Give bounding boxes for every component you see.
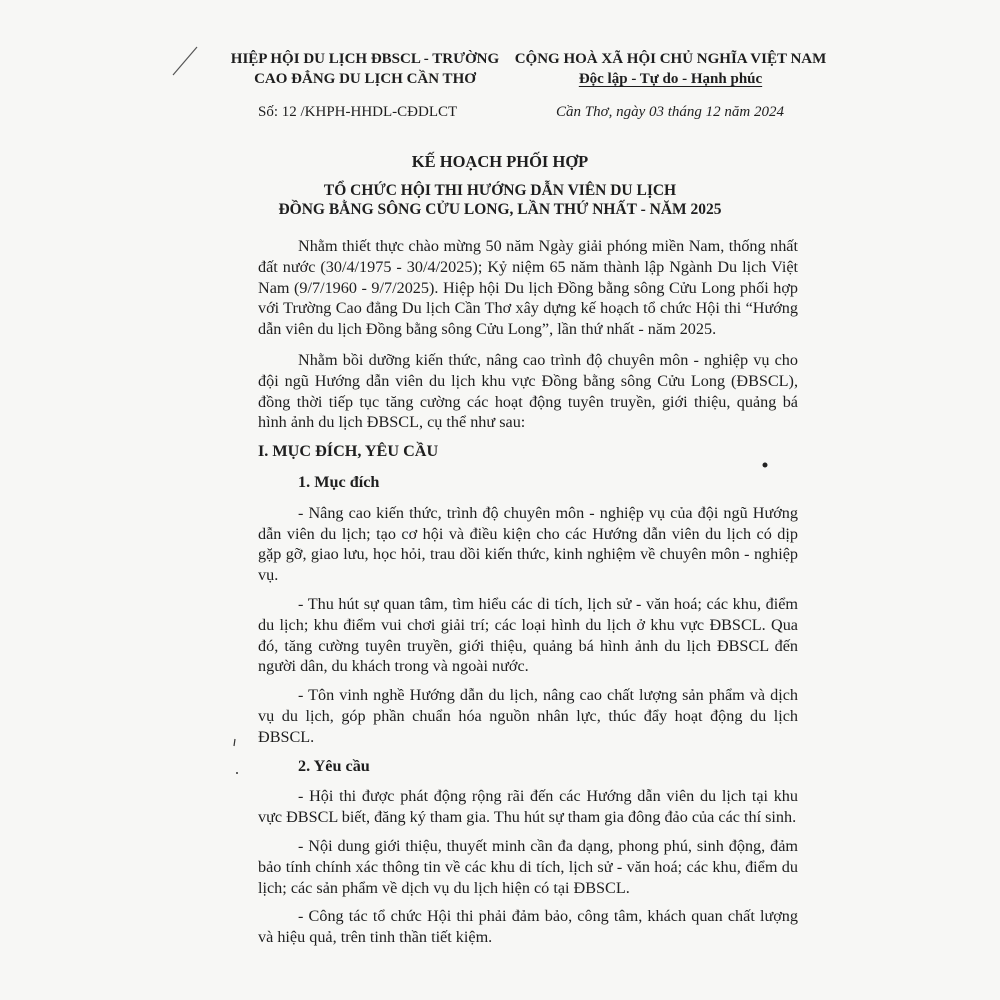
document-subtitle-line1: TỔ CHỨC HỘI THI HƯỚNG DẪN VIÊN DU LỊCH (323, 182, 677, 199)
ink-speck-mark (232, 738, 238, 748)
purpose-item-3: - Tôn vinh nghề Hướng dẫn du lịch, nâng cao chất lượng sản phẩm và dịch vụ du lịch, góp phần chuẩn hóa nguồn nhân lực, thúc đẩy hoạt động du lịch ĐBSCL. (258, 686, 798, 746)
subsection-heading-requirements: 2. Yêu cầu (298, 756, 370, 775)
nation-motto (498, 70, 843, 89)
document-body (258, 236, 798, 956)
org-name-line1: HIỆP HỘI DU LỊCH ĐBSCL - TRƯỜNG (230, 51, 500, 67)
document-header (0, 50, 1000, 125)
intro-paragraph-2: Nhằm bồi dưỡng kiến thức, nâng cao trình độ chuyên môn - nghiệp vụ cho đội ngũ Hướng dẫn viên du lịch khu vực Đồng bằng sông Cửu Long (ĐBSCL), đồng thời tiếp tục tăng cường các hoạt động tuyên truyền, giới thiệu, quảng bá hình ảnh du lịch ĐBSCL, cụ thể như sau: (258, 350, 798, 432)
intro-paragraph-1: Nhằm thiết thực chào mừng 50 năm Ngày giải phóng miền Nam, thống nhất đất nước (30/4/1975 - 30/4/2025); Kỷ niệm 65 năm thành lập Ngành Du lịch Việt Nam (9/7/1960 - 9/7/2025). Hiệp hội Du lịch Đồng bằng sông Cửu Long phối hợp với Trường Cao đẳng Du lịch Cần Thơ xây dựng kế hoạch tổ chức Hội thi “Hướng dẫn viên du lịch Đồng bằng sông Cửu Long”, lần thứ nhất - năm 2025. (258, 237, 798, 339)
subsection-heading-purpose: 1. Mục đích (298, 472, 380, 491)
purpose-item-1: - Nâng cao kiến thức, trình độ chuyên môn - nghiệp vụ của đội ngũ Hướng dẫn viên du lịch; tạo cơ hội và điều kiện cho các Hướng dẫn viên du lịch có dịp gặp gỡ, giao lưu, học hỏi, trau dồi kiến thức, kinh nghiệm về chuyên môn - nghiệp vụ. (258, 503, 798, 585)
document-number: Số: 12 /KHPH-HHDL-CĐDLCT (258, 104, 458, 120)
document-subtitle-line2: ĐỒNG BẰNG SÔNG CỬU LONG, LẦN THỨ NHẤT - NĂM 2025 (278, 201, 722, 218)
org-name-line2: CAO ĐẲNG DU LỊCH CẦN THƠ (254, 71, 476, 87)
document-title: KẾ HOẠCH PHỐI HỢP (411, 152, 589, 171)
requirement-item-3: - Công tác tổ chức Hội thi phải đảm bảo, công tâm, khách quan chất lượng và hiệu quả, trên tinh thần tiết kiệm. (258, 907, 798, 947)
nation-title: CỘNG HOÀ XÃ HỘI CHỦ NGHĨA VIỆT NAM (514, 51, 827, 67)
requirement-item-2: - Nội dung giới thiệu, thuyết minh cần đa dạng, phong phú, sinh động, đảm bảo tính chính xác thông tin về các khu di tích, lịch sử - văn hoá; các khu, điểm du lịch; các sản phẩm về dịch vụ du lịch hiện có tại ĐBSCL. (258, 836, 798, 897)
place-date: Cần Thơ, ngày 03 tháng 12 năm 2024 (556, 104, 785, 120)
section-heading-purpose-requirements: I. MỤC ĐÍCH, YÊU CẦU (258, 442, 439, 461)
nation-motto-text: Độc lập - Tự do - Hạnh phúc (578, 71, 763, 87)
ink-speck-mark-2 (234, 770, 240, 776)
requirement-item-1: - Hội thi được phát động rộng rãi đến các Hướng dẫn viên du lịch tại khu vực ĐBSCL biết, đăng ký tham gia. Thu hút sự tham gia đông đảo của các thí sinh. (258, 787, 798, 827)
purpose-item-2: - Thu hút sự quan tâm, tìm hiểu các di tích, lịch sử - văn hoá; các khu, điểm du lịch; khu điểm vui chơi giải trí; các loại hình du lịch ở khu vực ĐBSCL. Qua đó, tăng cường tuyên truyền, giới thiệu, quảng bá hình ảnh du lịch ĐBSCL đến người dân, du khách trong và ngoài nước. (258, 594, 798, 676)
